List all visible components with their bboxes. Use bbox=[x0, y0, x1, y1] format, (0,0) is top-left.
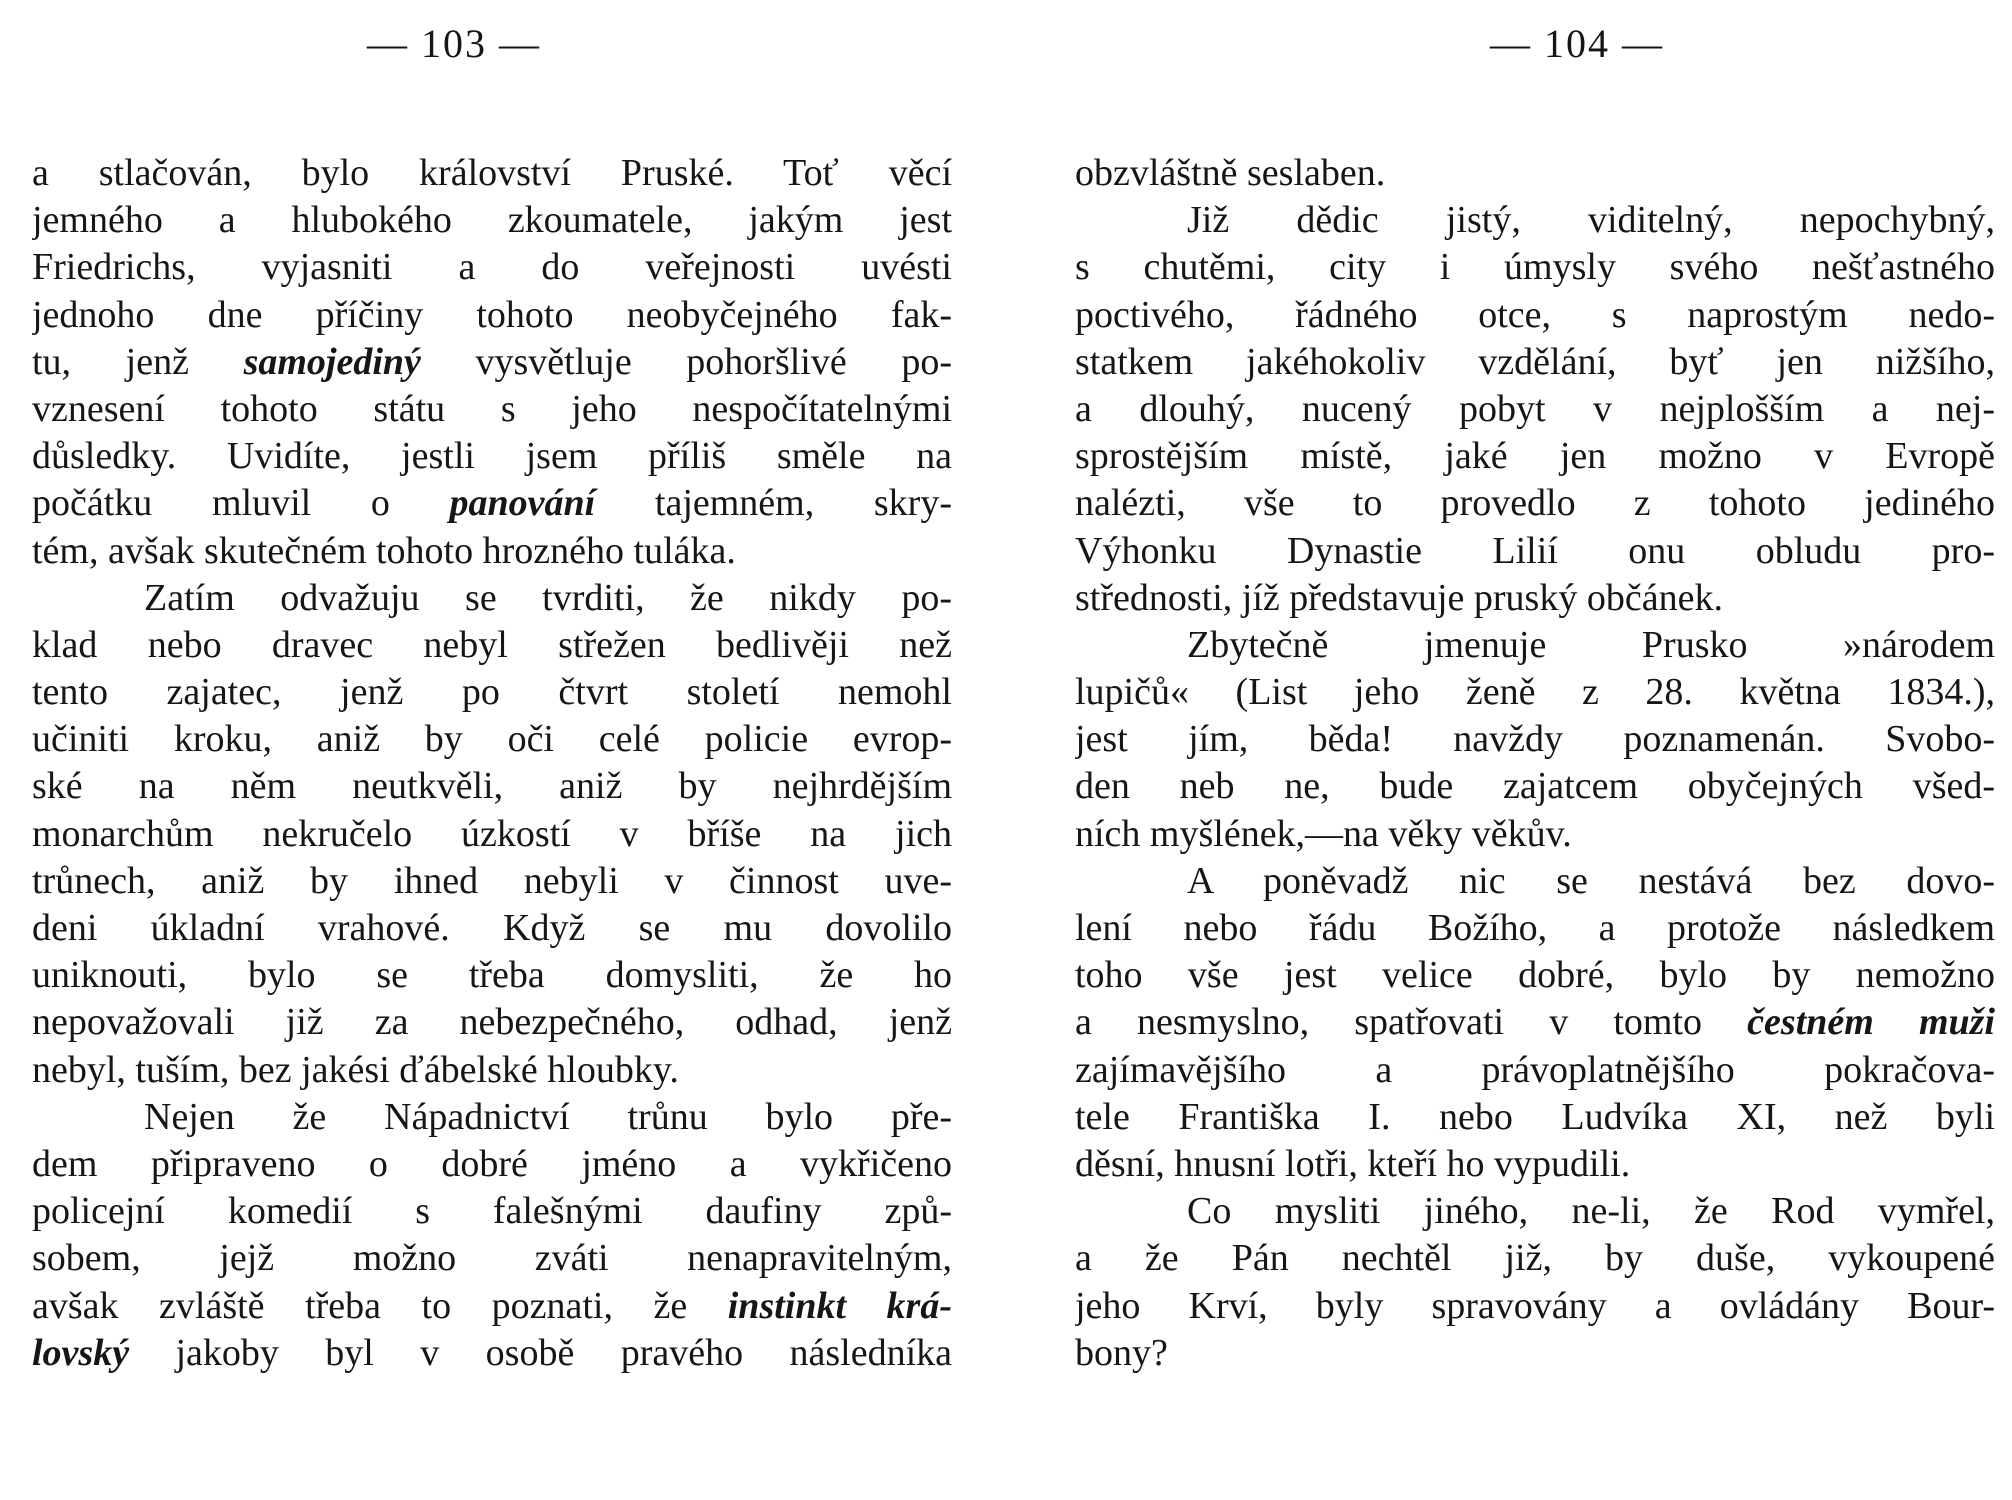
left-page-text bbox=[32, 150, 952, 1377]
text-line: sobem, jejž možno zváti nenapravitelným, bbox=[32, 1237, 952, 1280]
left-page bbox=[32, 0, 952, 1500]
emphasized-word: samojediný bbox=[243, 340, 421, 383]
line-text: avšak zvláště třeba to poznati, že bbox=[32, 1284, 728, 1327]
line-text: jakoby byl v osobě pravého následníka bbox=[129, 1331, 952, 1374]
text-line: tém, avšak skutečném tohoto hrozného tuláka. bbox=[32, 529, 736, 572]
text-line: sprostějším místě, jaké jen možno v Evropě bbox=[1075, 435, 1995, 478]
text-line: učiniti kroku, aniž by oči celé policie evrop- bbox=[32, 718, 952, 761]
text-line: dem připraveno o dobré jméno a vykřičeno bbox=[32, 1142, 952, 1185]
text-line: děsní, hnusní lotři, kteří ho vypudili. bbox=[1075, 1142, 1631, 1185]
text-line: jest jím, běda! navždy poznamenán. Svobo- bbox=[1075, 718, 1995, 761]
text-line: trůnech, aniž by ihned nebyli v činnost uve- bbox=[32, 859, 952, 902]
text-line: bony? bbox=[1075, 1331, 1168, 1374]
text-line: den neb ne, bude zajatcem obyčejných všed- bbox=[1075, 765, 1995, 808]
line-text: vysvětluje pohoršlivé po- bbox=[420, 340, 952, 383]
paragraph-start-line: Co mysliti jiného, ne-li, že Rod vymřel, bbox=[1187, 1190, 1995, 1233]
text-line: a dlouhý, nucený pobyt v nejplošším a nej- bbox=[1075, 387, 1995, 430]
paragraph-start-line: Zbytečně jmenuje Prusko »národem bbox=[1187, 623, 1995, 666]
line-text: tu, jenž bbox=[32, 340, 244, 383]
text-line: zajímavějšího a právoplatnějšího pokračova- bbox=[1075, 1048, 1995, 1091]
text-line: vznesení tohoto státu s jeho nespočítatelnými bbox=[32, 387, 952, 430]
emphasized-word: čestném muži bbox=[1747, 1001, 1995, 1044]
right-page-text bbox=[1075, 150, 1995, 1377]
text-line: nebyl, tuším, bez jakési ďábelské hloubky. bbox=[32, 1048, 679, 1091]
text-line: střednosti, jíž představuje pruský občánek. bbox=[1075, 576, 1723, 619]
text-line: lení nebo řádu Božího, a protože následkem bbox=[1075, 907, 1995, 949]
text-line bbox=[32, 339, 952, 386]
text-line: poctivého, řádného otce, s naprostým nedo- bbox=[1075, 293, 1995, 336]
text-line: a že Pán nechtěl již, by duše, vykoupené bbox=[1075, 1237, 1995, 1280]
text-line: a stlačován, bylo království Pruské. Toť věcí bbox=[32, 152, 952, 194]
text-line: důsledky. Uvidíte, jestli jsem příliš směle na bbox=[32, 435, 952, 478]
line-text: a nesmyslno, spatřovati v tomto bbox=[1075, 1001, 1748, 1044]
paragraph-start-line: Nejen že Nápadnictví trůnu bylo pře- bbox=[144, 1095, 952, 1138]
text-line: ních myšlének,—na věky věkův. bbox=[1075, 812, 1572, 855]
text-line: lupičů« (List jeho ženě z 28. května 1834.), bbox=[1075, 671, 1995, 714]
text-line: deni úkladní vrahové. Když se mu dovolilo bbox=[32, 907, 952, 949]
line-text: tajemném, skry- bbox=[595, 482, 952, 525]
text-line: policejní komedií s falešnými daufiny způ- bbox=[32, 1190, 952, 1233]
paragraph-start-line: A poněvadž nic se nestává bez dovo- bbox=[1187, 859, 1995, 902]
text-line: tento zajatec, jenž po čtvrt století nemohl bbox=[32, 671, 952, 714]
emphasized-word: panování bbox=[449, 482, 596, 525]
text-line: jemného a hlubokého zkoumatele, jakým jest bbox=[32, 199, 952, 242]
text-line bbox=[32, 1283, 952, 1330]
text-line: s chutěmi, city i úmysly svého nešťastného bbox=[1075, 246, 1995, 289]
text-line: nalézti, vše to provedlo z tohoto jediného bbox=[1075, 482, 1995, 525]
emphasized-word: instinkt krá- bbox=[727, 1284, 952, 1327]
emphasized-word: lovský bbox=[32, 1331, 130, 1374]
paragraph-start-line: Zatím odvažuju se tvrditi, že nikdy po- bbox=[144, 576, 952, 619]
page-number-left: — 103 — bbox=[367, 21, 541, 66]
text-line bbox=[32, 1330, 952, 1377]
text-line: ské na něm neutkvěli, aniž by nejhrdějším bbox=[32, 765, 952, 808]
line-text: počátku mluvil o bbox=[32, 482, 450, 525]
text-line bbox=[32, 480, 952, 527]
right-page bbox=[1075, 0, 1995, 1500]
text-line: jednoho dne příčiny tohoto neobyčejného fak- bbox=[32, 293, 952, 336]
text-line: jeho Krví, byly spravovány a ovládány Bour- bbox=[1075, 1284, 1995, 1327]
text-line: Friedrichs, vyjasniti a do veřejnosti uvésti bbox=[32, 246, 952, 289]
text-line: nepovažovali již za nebezpečného, odhad, jenž bbox=[32, 1001, 952, 1044]
page-number-right: — 104 — bbox=[1490, 21, 1664, 66]
text-line: statkem jakéhokoliv vzdělání, byť jen nižšího, bbox=[1075, 340, 1995, 383]
text-line: tele Františka I. nebo Ludvíka XI, než byli bbox=[1075, 1095, 1995, 1138]
text-line: monarchům nekručelo úzkostí v bříše na jich bbox=[32, 812, 952, 855]
text-line: Výhonku Dynastie Lilií onu obludu pro- bbox=[1075, 529, 1995, 572]
text-line: toho vše jest velice dobré, bylo by nemožno bbox=[1075, 954, 1995, 997]
text-line: klad nebo dravec nebyl střežen bedlivěji než bbox=[32, 623, 952, 666]
paragraph-start-line: Již dědic jistý, viditelný, nepochybný, bbox=[1187, 199, 1995, 242]
text-line: uniknouti, bylo se třeba domysliti, že ho bbox=[32, 954, 952, 997]
text-line bbox=[1075, 999, 1995, 1046]
text-line: obzvláštně seslaben. bbox=[1075, 152, 1386, 194]
